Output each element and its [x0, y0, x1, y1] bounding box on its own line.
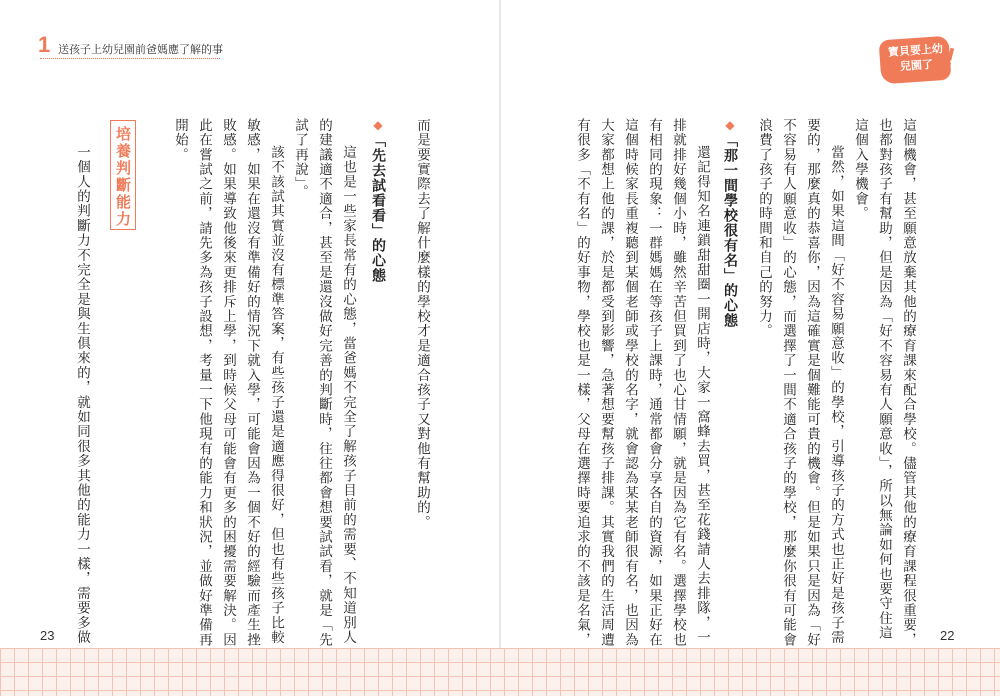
- text-column: 試了再說」。: [292, 118, 308, 200]
- page-number-left: 23: [40, 628, 55, 643]
- text-column: 敏感，如果在還沒有準備好的情況下就入學，可能會因為一個不好的經驗而產生挫: [244, 118, 260, 648]
- diamond-icon: ◆: [371, 118, 385, 133]
- chapter-number: 1: [38, 32, 51, 57]
- text-column: 這個時候家長重複聽到某個老師或學校的名字，就會認為某某老師很有名，也因為: [622, 118, 638, 648]
- text-column: 浪費了孩子的時間和自己的努力。: [756, 118, 772, 339]
- text-column: 開始。: [172, 118, 188, 163]
- footer-grid-pattern: [0, 648, 1000, 696]
- text-column: 當然，如果這間「好不容易願意收」的學校，引導孩子的方式也正好是孩子需: [828, 145, 844, 645]
- badge-text: 寶貝要上幼兒園了: [887, 42, 944, 74]
- text-column: 要的，那麼真的恭喜你，因為這確實是個難能可貴的機會。但是如果只是因為「好: [804, 118, 820, 648]
- page-number-right: 22: [940, 628, 955, 643]
- text-column: 敗感。如果導致他後來更排斥上學，到時候父母可能會有更多的困擾需要解決。因: [220, 118, 236, 648]
- text-column: 這也是一些家長常有的心態，當爸媽不完全了解孩子目前的需要、不知道別人: [340, 145, 356, 645]
- text-column: 不容易有人願意收」的心態，而選擇了一間不適合孩子的學校，那麼你很有可能會: [780, 118, 796, 648]
- text-column: 這個入學機會。: [852, 118, 868, 221]
- book-spine: [499, 0, 501, 696]
- text-column: 有相同的現象：一群媽媽在等孩子上課時，通常都會分享各自的資源，如果正好在: [646, 118, 662, 648]
- section-heading: ◆「先去試看看」的心態: [370, 118, 386, 283]
- header-divider: [40, 58, 220, 59]
- text-column: 這個機會，甚至願意放棄其他的療育課來配合學校。儘管其他的療育課程很重要，: [900, 118, 916, 648]
- text-column: 此在嘗試之前，請先多為孩子設想，考量一下他現有的能力和狀況，並做好準備再: [196, 118, 212, 648]
- text-column: 還記得知名連鎖甜甜圈一開店時，大家一窩蜂去買，甚至花錢請人去排隊，一: [694, 145, 710, 645]
- chapter-title: 送孩子上幼兒園前爸媽應了解的事: [58, 43, 223, 56]
- chapter-badge: [880, 38, 958, 84]
- text-column: 一個人的判斷力不完全是與生俱來的，就如同很多其他的能力一樣，需要多做: [74, 145, 90, 645]
- badge-exclamation-icon: !: [943, 41, 958, 73]
- text-column: 該不該試其實並沒有標準答案，有些孩子還是適應得很好，但也有些孩子比較: [268, 145, 284, 645]
- text-column: 大家都想上他的課，於是都受到影響，急著想要幫孩子排課。其實我們的生活周遭: [598, 118, 614, 648]
- text-column: 的建議適不適合，甚至是還沒做好完善的判斷時，往往都會想要試試看，就是「先: [316, 118, 332, 648]
- text-column: 有很多「不有名」的好事物，學校也是一樣，父母在選擇時要追求的不該是名氣，: [574, 118, 590, 648]
- text-column: 也都對孩子有幫助，但是因為「好不容易有人願意收」，所以無論如何也要守住這: [876, 118, 892, 641]
- diamond-icon: ◆: [723, 118, 737, 133]
- text-column: 而是要實際去了解什麼樣的學校才是適合孩子又對他有幫助的。: [414, 118, 430, 530]
- section-heading: ◆「那一間學校很有名」的心態: [722, 118, 738, 328]
- section-title: 培養判斷能力: [114, 126, 132, 228]
- text-column: 排就排好幾個小時，雖然辛苦但買到了也心甘情願，就是因為它有名。選擇學校也: [670, 118, 686, 648]
